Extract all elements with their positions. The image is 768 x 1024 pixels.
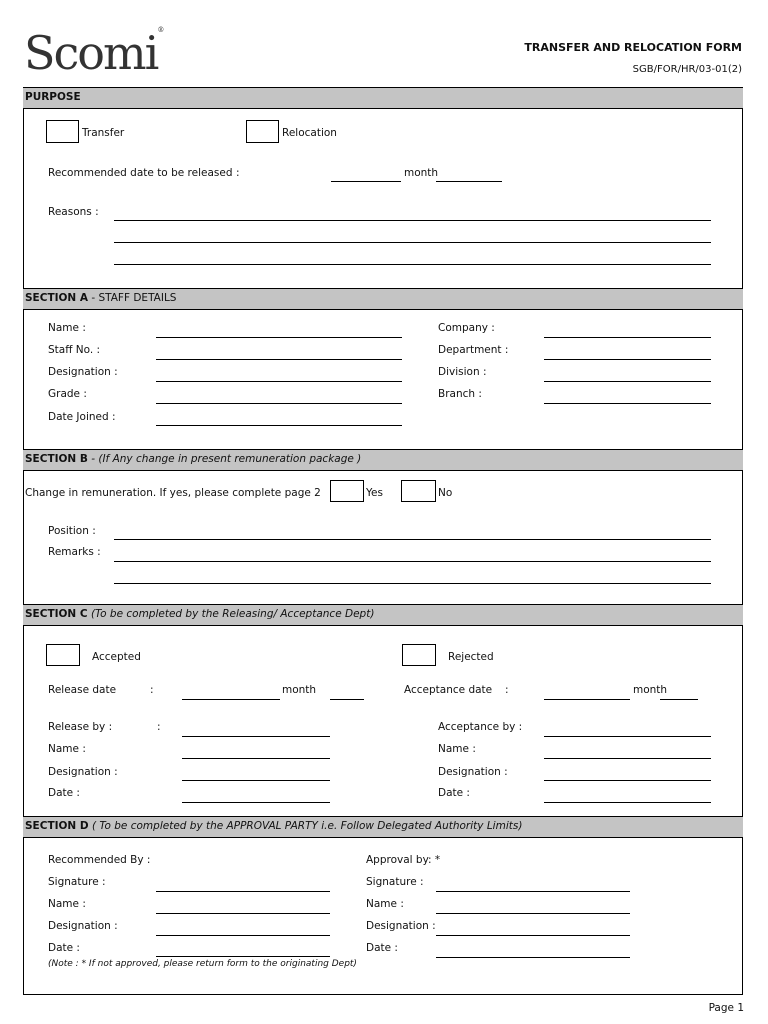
acceptance-by-label: Acceptance by : [438,721,523,733]
staff-no-label: Staff No. : [48,344,101,356]
recommended-signature-field[interactable] [156,891,330,892]
acceptance-month-label: month [633,684,668,696]
division-label: Division : [438,366,487,378]
release-name-field[interactable] [182,758,330,759]
no-label: No [438,487,453,499]
recommended-name-label: Name : [48,898,86,910]
approval-by-label: Approval by: * [366,854,441,866]
recommended-designation-field[interactable] [156,935,330,936]
approval-date-label: Date : [366,942,398,954]
grade-label: Grade : [48,388,87,400]
recommended-date-label: Date : [48,942,80,954]
remuneration-change-label: Change in remuneration. If yes, please complete page 2 [25,487,321,499]
company-logo: Scomi® [24,26,163,80]
designation-label: Designation : [48,366,118,378]
remarks-field-1[interactable] [114,561,711,562]
purpose-header: PURPOSE [23,87,743,109]
acceptance-date-field[interactable] [544,699,630,700]
acceptance-date-colon: : [505,684,509,696]
grade-field[interactable] [156,403,402,404]
section-d-header: SECTION D ( To be completed by the APPROVAL PARTY i.e. Follow Delegated Authority Limits) [23,816,743,838]
approval-date-field[interactable] [436,957,630,958]
release-designation-field[interactable] [182,780,330,781]
designation-field[interactable] [156,381,402,382]
staff-name-label: Name : [48,322,86,334]
position-label: Position : [48,525,96,537]
release-date-c-colon: : [150,684,154,696]
release-by-colon: : [157,721,161,733]
acceptance-date-sign-label: Date : [438,787,470,799]
approval-signature-label: Signature : [366,876,424,888]
staff-no-field[interactable] [156,359,402,360]
branch-field[interactable] [544,403,711,404]
recommended-designation-label: Designation : [48,920,118,932]
recommended-name-field[interactable] [156,913,330,914]
staff-name-field[interactable] [156,337,402,338]
release-date-sign-field[interactable] [182,802,330,803]
date-joined-field[interactable] [156,425,402,426]
rejected-label: Rejected [448,651,494,663]
release-month-field[interactable] [436,181,502,182]
rejected-checkbox[interactable] [402,644,436,666]
reasons-field-3[interactable] [114,264,711,265]
page-number: Page 1 [708,1002,744,1014]
approval-note: (Note : * If not approved, please return form to the originating Dept) [48,959,357,969]
approval-designation-field[interactable] [436,935,630,936]
acceptance-designation-label: Designation : [438,766,508,778]
company-field[interactable] [544,337,711,338]
branch-label: Branch : [438,388,482,400]
recommended-signature-label: Signature : [48,876,106,888]
release-date-field[interactable] [331,181,401,182]
position-field[interactable] [114,539,711,540]
approval-name-field[interactable] [436,913,630,914]
recommended-date-field[interactable] [156,956,330,957]
release-designation-label: Designation : [48,766,118,778]
release-by-label: Release by : [48,721,113,733]
recommended-by-label: Recommended By : [48,854,151,866]
release-by-field[interactable] [182,736,330,737]
reasons-field-1[interactable] [114,220,711,221]
release-date-sign-label: Date : [48,787,80,799]
form-title: TRANSFER AND RELOCATION FORM [524,41,742,54]
release-month-c-field[interactable] [330,699,364,700]
acceptance-name-label: Name : [438,743,476,755]
approval-designation-label: Designation : [366,920,436,932]
remarks-field-2[interactable] [114,583,711,584]
yes-label: Yes [366,487,383,499]
transfer-checkbox[interactable] [46,120,79,143]
approval-signature-field[interactable] [436,891,630,892]
reasons-label: Reasons : [48,206,99,218]
acceptance-date-sign-field[interactable] [544,802,711,803]
date-joined-label: Date Joined : [48,411,116,423]
remarks-label: Remarks : [48,546,101,558]
month-label: month [404,167,439,179]
relocation-label: Relocation [282,127,337,139]
relocation-checkbox[interactable] [246,120,279,143]
acceptance-name-field[interactable] [544,758,711,759]
release-month-c-label: month [282,684,317,696]
release-date-c-field[interactable] [182,699,280,700]
no-checkbox[interactable] [401,480,436,502]
transfer-label: Transfer [82,127,125,139]
accepted-checkbox[interactable] [46,644,80,666]
acceptance-by-field[interactable] [544,736,711,737]
section-a-header: SECTION A - STAFF DETAILS [23,288,743,310]
section-b-header: SECTION B - (If Any change in present remuneration package ) [23,449,743,471]
form-code: SGB/FOR/HR/03-01(2) [632,64,742,75]
release-date-colon: : [236,167,240,179]
section-c-header: SECTION C (To be completed by the Releasing/ Acceptance Dept) [23,604,743,626]
accepted-label: Accepted [92,651,141,663]
release-name-label: Name : [48,743,86,755]
acceptance-date-label: Acceptance date [404,684,493,696]
department-label: Department : [438,344,509,356]
acceptance-designation-field[interactable] [544,780,711,781]
yes-checkbox[interactable] [330,480,364,502]
division-field[interactable] [544,381,711,382]
release-date-label: Recommended date to be released [48,167,233,179]
company-label: Company : [438,322,495,334]
approval-name-label: Name : [366,898,404,910]
release-date-c-label: Release date [48,684,117,696]
acceptance-month-field[interactable] [660,699,698,700]
reasons-field-2[interactable] [114,242,711,243]
department-field[interactable] [544,359,711,360]
